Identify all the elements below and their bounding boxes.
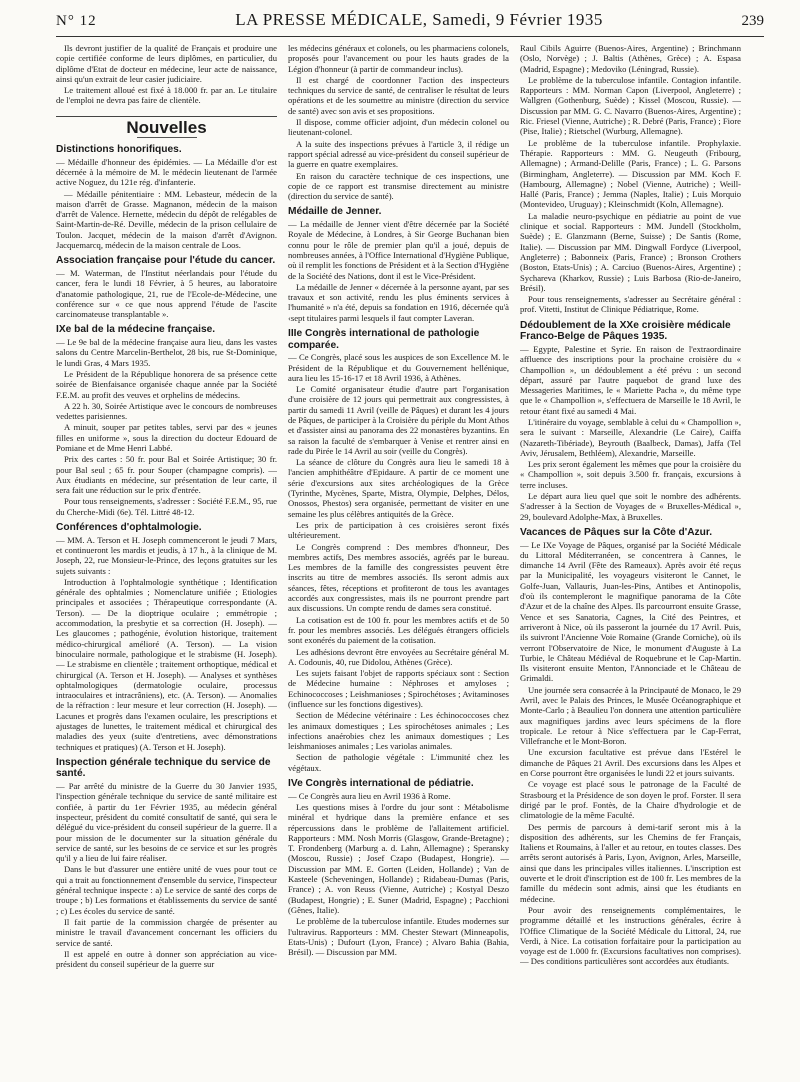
paragraph: Les adhésions devront être envoyées au Secrétaire général M. A. Codounis, 40, rue Didolou, Athènes (Grèce). — [288, 646, 509, 667]
paragraph: Ce voyage est placé sous le patronage de la Faculté de Strasbourg et la Présidence de son doyen le prof. Forster. Il sera dirigé par le prof. Fontès, de la Chaire d'hydrologie et de climatologie de la même Faculté. — [520, 779, 741, 821]
paragraph: — La médaille de Jenner vient d'être décernée par la Société Royale de Médecine, à Londres, à Sir George Buchanan bien connu pour le rôle de premier plan qu'il a joué, depuis de nombreuses années, à l'Office International d'Hygiène Publique, où il remplit les fonctions de Président et à la Section d'Hygiène de la Société des Nations, dont il est le Vice-Président. — [288, 219, 509, 281]
paragraph: Il dispose, comme officier adjoint, d'un médecin colonel ou lieutenant-colonel. — [288, 117, 509, 138]
column-2 — [288, 43, 509, 1073]
paragraph: Le problème de la tuberculose infantile. Contagion infantile. Rapporteurs : MM. Norman Capon (Liverpool, Angleterre) ; Wallgren (Gothenburg, Suède) ; Kissel (Moscou, Russie). — Discussion par MM. G. C. Navarro (Buenos-Aires, Argentine) ; Ric. Friesel (Vienne, Autriche) ; R. Debré (Paris, France) ; Fiore (Pise, Italie) ; Rietschel (Wurburg, Allemagne). — [520, 74, 741, 137]
heading-pathologie: IIIe Congrès international de pathologie comparée. — [288, 328, 480, 351]
paragraph: A minuit, souper par petites tables, servi par des « jeunes filles en uniforme », sous la direction du docteur Edouard de Pomiane et de Mme Henri Labbé. — [56, 422, 277, 453]
heading-jenner: Médaille de Jenner. — [288, 206, 382, 218]
paragraph: Ils devront justifier de la qualité de Français et produire une copie certifiée conforme de leurs diplômes, en particulier, du diplôme d'Etat de docteur en médecine, leur acte de naissance, ainsi qu'un extrait de leur casier judiciaire. — [56, 43, 277, 84]
paragraph: Pour tous renseignements, s'adresser au Secrétaire général : prof. Vitetti, Institut de Clinique Pédiatrique, Rome. — [520, 294, 741, 315]
paragraph: — MM. A. Terson et H. Joseph commenceront le jeudi 7 Mars, et continueront les mardis et jeudis, à 17 h., à la clinique de M. Joseph, 22, rue Monsieur-le-Prince, des leçons gratuites sur les sujets suivants : — [56, 534, 277, 576]
paragraph: — Ce Congrès, placé sous les auspices de son Excellence M. le Président de la République et du Gouvernement hellénique, aura lieu les 15-16-17 et 18 Avril 1936, à Athènes. — [288, 352, 509, 383]
paragraph: Les sujets faisant l'objet de rapports spéciaux sont : Section de Médecine humaine : Néphroses et amyloses ; Echinococcoses ; Leishmanioses ; Spirochétoses ; Avitaminoses (influence sur les fonctions digestives). — [288, 668, 509, 709]
paragraph: Les prix seront également les mêmes que pour la croisière du « Champollion », soit depuis 3.500 fr. français, excursions à terre incluses. — [520, 459, 741, 490]
paragraph: Il est chargé de coordonner l'action des inspecteurs techniques du service de santé, de centraliser le résultat de leurs opérations et de les soumettre au ministre (direction du service de santé) avec son avis et ses propositions. — [288, 74, 509, 116]
paragraph: Les prix de participation à ces croisières seront fixés ultérieurement. — [288, 519, 509, 541]
paragraph: — Egypte, Palestine et Syrie. En raison de l'extraordinaire affluence des inscriptions pour la prochaine croisière du « Champollion », un dédoublement a été prévu : un second départ, assuré par l'autre paquebot de grand luxe des Messageries Maritimes, le « Mariette Pacha », du même type que le « Champollion », s'effectuera de Marseille le 18 Avril, le retour étant fixé au samedi 4 Mai. — [520, 343, 741, 416]
heading-pediatrie: IVe Congrès international de pédiatrie. — [288, 778, 474, 790]
article-columns — [56, 43, 764, 1073]
column-3 — [520, 43, 741, 1073]
issue-number: N° 12 — [56, 13, 97, 29]
paragraph: A 22 h. 30, Soirée Artistique avec le concours de nombreuses vedettes parisiennes. — [56, 400, 277, 422]
paragraph: La maladie neuro-psychique en pédiatrie au point de vue clinique et social. Rapporteurs : MM. Jundell (Stockholm, Suède) ; E. Glanzmann (Berne, Suisse) ; De Santis (Rome, Italie). — Discussion par MM. Dingwall Fordyce (Liverpool, Angleterre) ; Babonneix (Paris, France) ; Bronson Crothers (Boston, Etats-Unis) ; A. Carciuo (Buenos-Aires, Argentine) ; Sycharevа (Kharkov, Russie) ; Luis Barbosa (Rio-de-Janeiro, Brésil). — [520, 210, 741, 293]
paragraph: — Médaille pénitentiaire : MM. Lebasteur, médecin de la maison d'arrêt de Grasse. Magnanon, médecin de la maison d'arrêt de Valence. Hernette, médecin du dépôt de relégables de Saint-Martin-de-Ré. Deville, médecin de la prison cellulaire de Toulon. Jacquet, médecin de la maison d'arrêt d'Avignon. Jacquemarcq, médecin de la maison centrale de Loos. — [56, 188, 277, 251]
paragraph: — Par arrêté du ministre de la Guerre du 30 Janvier 1935, l'inspection générale technique du service de santé militaire est confiée, à partir du 1er Février 1935, au médecin général inspecteur, président du comité consultatif de santé, qui sera le délégué du vice-président du conseil supérieur de la guerre. Il a pour mission de le documenter sur la situation générale du service de santé, sur les besoins de ce service et sur les progrès qu'il y a lieu de lui faire réaliser. — [56, 781, 277, 864]
paragraph: — Médaille d'honneur des épidémies. — La Médaille d'or est décernée à la mémoire de M. le médecin lieutenant de l'armée active Noguez, du 121e rég. d'infanterie. — [56, 156, 277, 188]
page-number: 239 — [741, 13, 764, 29]
heading-paques: Vacances de Pâques sur la Côte d'Azur. — [520, 526, 713, 538]
paragraph: L'itinéraire du voyage, semblable à celui du « Champollion », sera le suivant : Marseille, Alexandrie (Le Caire), Caiffa (Nazareth-Tibériade), Beyrouth (Baalbeck, Damas), Jaffa (Tel Aviv, Jérusalem, Bethléem), Alexandrie, Marseille. — [520, 416, 741, 458]
section-title: Nouvelles — [56, 116, 277, 133]
paragraph: Section de pathologie végétale : L'immunité chez les végétaux. — [288, 752, 509, 773]
paragraph: Le Président de la République honorera de sa présence cette soirée de Bienfaisance organisée chaque année par la Société F.E.M. au profit des veuves et orphelins de médecins. — [56, 368, 277, 400]
paragraph: Le Comité organisateur étudie d'autre part l'organisation d'une croisière de 12 jours qui permettrait aux congressistes, à partir du samedi 11 Avril (veille de Pâques) et durant les 4 jours de Pâques, de participer à la Croisière du périple du Mont Athos et d'assister ainsi au panorama des 22 monastères byzantins. En sa raison la faculté de s'embarquer à Venise et rentrer ainsi en rade du Pirée le 14 Avril au soir (veille du Congrès). — [288, 384, 509, 456]
paragraph: Le problème de la tuberculose infantile. Prophylaxie. Thérapie. Rapporteurs : MM. G. Neugeuth (Fribourg, Allemagne) ; Armand-Delille (Paris, France) ; L. G. Parsons (Birmingham, Angleterre). — Discussion par MM. Koch F. (Hambourg, Allemagne) ; Nobel (Vienne, Autriche) ; Weill-Hallé (Paris, France) ; Jemma (Naples, Italie) ; Luis Morquio (Montevideo, Uruguay) ; Kleinschmidt (Koln, Allemagne). — [520, 137, 741, 210]
heading-bal: IXe bal de la médecine française. — [56, 324, 216, 336]
heading-inspection: Inspection générale technique du service de santé. — [56, 756, 271, 780]
paragraph: Une excursion facultative est prévue dans l'Estérel le dimanche de Pâques 21 Avril. Des excursions dans les Alpes et en Corse pourront être organisées le lundi 22 et jours suivants. — [520, 747, 741, 779]
paragraph: Le traitement alloué est fixé à 18.000 fr. par an. Le titulaire de l'emploi ne devra pas faire de clientèle. — [56, 85, 277, 106]
heading-cancer: Association française pour l'étude du cancer. — [56, 255, 276, 267]
paragraph: Introduction à l'ophtalmologie synthétique ; Identification générale des ophtalmies ; Nomenclature unifiée ; Etiologies principales et associées ; Thérapeutique correspondante (A. Terson). — De la dioptrique oculaire ; emmétropie ; accommodation, la presbytie et sa correction (H. Joseph). — Les glaucomes ; pathogénie, évolution historique, traitement médico-chirurgical amélioré (A. Terson). — La vision binoculaire normale, pathologique et le strabisme (H. Joseph). — Le strabisme en clientèle ; traitement orthoptique, médical et chirurgical (A. Terson et H. Joseph). — Analyses et synthèses ophtalmologiques (dermatologie oculaire, processus intraoculaires et intracrâniens), etc. (A. Terson). — Anomalies de la réfraction : leur mesure et leur correction (H. Joseph). — Lacunes et progrès dans l'examen oculaire, les prescriptions et ajustages de lunettes, le traitement médical et chirurgical des maladies des yeux (suite d'entretiens, avec démonstrations techniques et pratiques) (A. Terson et H. Joseph). — [56, 576, 277, 752]
paragraph: Prix des cartes : 50 fr. pour Bal et Soirée Artistique; 30 fr. pour Bal seul ; 65 fr. pour Souper (champagne compris). — Aux étudiants en médecine, sur présentation de leur carte, il sera fait une réduction sur le prix d'entrée. — [56, 454, 277, 496]
paragraph: Les questions mises à l'ordre du jour sont : Métabolisme minéral et hydrique dans la première enfance et ses répercussions dans le problème de l'allaitement artificiel. Rapporteurs : MM. Nosh Morris (Glasgow, Grande-Bretagne) ; T. Frondenberg (Marburg a. d. Lahn, Allemagne) ; Speransky (Moscou, Russie) ; Josef Czapo (Budapest, Hongrie). — Discussion par MM. E. Gorten (Leiden, Hollande) ; Van de Kasteele (Scheveningen, Hollande) ; Ridabeau-Dumas (Paris, France) ; A. von Reuss (Vienne, Autriche) ; Kostyal Deszo (Budapest, Hongrie) ; E. Suner (Madrid, Espagne) ; Pacchioni (Gênes, Italie). — [288, 801, 509, 915]
paragraph: Dans le but d'assurer une entière unité de vues pour tout ce qui a trait au fonctionnement d'ensemble du service, l'inspecteur général technique inspecte : a) Le service de santé des corps de troupe ; b) Les formations et établissements du service de santé ; c) Les écoles du service de santé. — [56, 864, 277, 916]
paragraph: Il est appelé en outre à donner son appréciation au vice-président du conseil supérieur de la guerre sur — [56, 948, 277, 970]
paragraph: — M. Waterman, de l'Institut néerlandais pour l'étude du cancer, fera le lundi 18 Février, à 5 heures, au laboratoire d'anatomie pathologique, 21, rue de l'Ecole-de-Médecine, une conférence sur « ce que nous apprend l'étude de l'ascite carcinomateuse transplantable ». — [56, 267, 277, 320]
paragraph: Une journée sera consacrée à la Principauté de Monaco, le 29 Avril, avec le Palais des Princes, le Musée Océanographique et Monte-Carlo ; à Beaulieu l'on donnera une attention particulière aux magnifiques jardins avec leurs spécimens de la flore tropicale. Le retour à Nice s'effectuera par le Cap-Ferrat, Villefranche et le Mont-Boron. — [520, 684, 741, 747]
paragraph: — Le IXe Voyage de Pâques, organisé par la Société Médicale du Littoral Méditerranéen, se concentrera à Cannes, le dimanche 14 Avril (Fête des Rameaux). Après avoir été reçus par la Municipalité, les voyageurs visiteront le Cannet, le Golfe-Juan, Vallauris, Juan-les-Pins, Antibes et Antinopolis, d'où ils contempleront le magnifique panorama de la Côte d'Azur et de la chaîne des Alpes. Ils parcourront ensuite Grasse, Vence et ses Sanatoria, Cagnes, la Cité des Peintres, et arriveront à Nice, où ils passeront la journée du 17 Avril. Puis, ils suivront l'Ancienne Voie Romaine (Grande Corniche), où ils verront l'Observatoire de Nice, le monument d'Auguste à La Turbie, le Château Médiéval de Roquebrune et le Cap-Martin. Ils visiteront ensuite Menton, l'Annonciade et le Château de Grimaldi. — [520, 539, 741, 684]
paragraph: Des permis de parcours à demi-tarif seront mis à la disposition des adhérents, sur les Chemins de fer Français, Italiens et Roumains, à l'aller et au retour, en toutes classes. Des arrêts seront autorisés à Paris, Lyon, Avignon, Arles, Marseille, ainsi que dans les principales villes italiennes. L'inscription est ouverte et le droit d'inscription est de 100 fr. Les membres de la famille du médecin sont admis, ainsi que les étudiants en médecine. — [520, 821, 741, 904]
paragraph: Le Congrès comprend : Des membres d'honneur, Des membres actifs, Des membres associés, agréés par le bureau. Les membres de la famille des congressistes peuvent être inscrits au titre de membres associés. Ils seront admis aux séances, fêtes, réceptions et profiteront de tous les avantages accordés aux congressistes, mais ils ne pourront prendre part aux discussions. Un compte rendu de dames sera constitué. — [288, 541, 509, 614]
paragraph: Raul Cibils Aguirre (Buenos-Aires, Argentine) ; Brinchmann (Oslo, Norvège) ; J. Baltis (Athènes, Grèce) ; A. Espasa (Madrid, Espagne) ; Medoviko (Léningrad, Russie). — [520, 43, 741, 74]
paragraph: Il fait partie de la commission chargée de présenter au ministre le travail d'avancement concernant les officiers du service de santé. — [56, 916, 277, 948]
heading-ophtalmologie: Conférences d'ophtalmologie. — [56, 522, 202, 534]
heading-croisiere: Dédoublement de la XXe croisière médicale Franco-Belge de Pâques 1935. — [520, 319, 731, 343]
paragraph: les médecins généraux et colonels, ou les pharmaciens colonels, proposés pour l'avancement ou pour les hauts grades de la Légion d'honneur (à partir de commandeur inclus). — [288, 43, 509, 74]
paragraph: — Ce Congrès aura lieu en Avril 1936 à Rome. — [288, 790, 451, 801]
paragraph: Le départ aura lieu quel que soit le nombre des adhérents. S'adresser à la Section de Voyages de « Bruxelles-Médical », 29, boulevard Adolphe-Max, à Bruxelles. — [520, 491, 741, 522]
paragraph: Pour avoir des renseignements complémentaires, le programme détaillé et les instructions générales, écrire à l'Office Climatique de la Société Médicale du Littoral, 24, rue Verdi, à Nice. La cotisation forfaitaire pour la participation au voyage est de 1.000 fr. (Excursions facultatives non comprises). — Des conditions particulières sont accordées aux étudiants. — [520, 904, 741, 967]
divider — [137, 137, 197, 138]
paragraph: La cotisation est de 100 fr. pour les membres actifs et de 50 fr. pour les membres associés. Les délégués étrangers officiels sont exonérés du paiement de la cotisation. — [288, 614, 509, 646]
paragraph: — Le 9e bal de la médecine française aura lieu, dans les vastes salons du Centre Marcelin-Berthelot, 28 bis, rue St-Dominique, le lundi Gras, 4 Mars 1935. — [56, 337, 277, 368]
paragraph: La séance de clôture du Congrès aura lieu le samedi 18 à l'ancien amphithéâtre d'Epidaure. A partir de ce moment une série d'excursions aux sites archéologiques de la Grèce (Tyrinthe, Mycènes, Sparte, Mistra, Olympie, Delphes, Délos, Onossos, Phestos) sera organisée, permettant de visiter en une semaine les plus célèbres antiquités de la Grèce. — [288, 457, 509, 519]
page-header — [56, 10, 764, 37]
column-1 — [56, 43, 277, 1073]
paragraph: En raison du caractère technique de ces inspections, une copie de ce rapport est transmise directement au ministre (direction du service de santé). — [288, 170, 509, 202]
paragraph: Section de Médecine vétérinaire : Les échinococcoses chez les animaux domestiques ; Les spirochétoses animales ; Les infections anaérobies chez les animaux domestiques ; Les leishmanioses animales ; Les variolas animales. — [288, 710, 509, 752]
paragraph: Le problème de la tuberculose infantile. Etudes modernes sur l'ultravirus. Rapporteurs : MM. Chester Stewart (Minneapolis, Etats-Unis) ; Dufourt (Lyon, France) ; Alvaro Bahia (Bahia, Brésil). — Discussion par MM. — [288, 916, 509, 958]
heading-distinctions: Distinctions honorifiques. — [56, 144, 182, 156]
journal-title: LA PRESSE MÉDICALE, Samedi, 9 Février 1935 — [235, 10, 603, 29]
paragraph: La médaille de Jenner « décernée à la personne ayant, par ses travaux et son activité, rendu les plus éminents services à l'humanité » n'a été, depuis sa fondation en 1916, décernée qu'à ‹sept titulaires parmi lesquels il faut compter Laveran. — [288, 281, 509, 323]
paragraph: A la suite des inspections prévues à l'article 3, il rédige un rapport spécial adressé au vice-président du conseil supérieur de la guerre en quatre exemplaires. — [288, 138, 509, 170]
paragraph: Pour tous renseignements, s'adresser : Société F.E.M., 95, rue du Cherche-Midi (6e). Tél. Littré 48-12. — [56, 496, 277, 517]
